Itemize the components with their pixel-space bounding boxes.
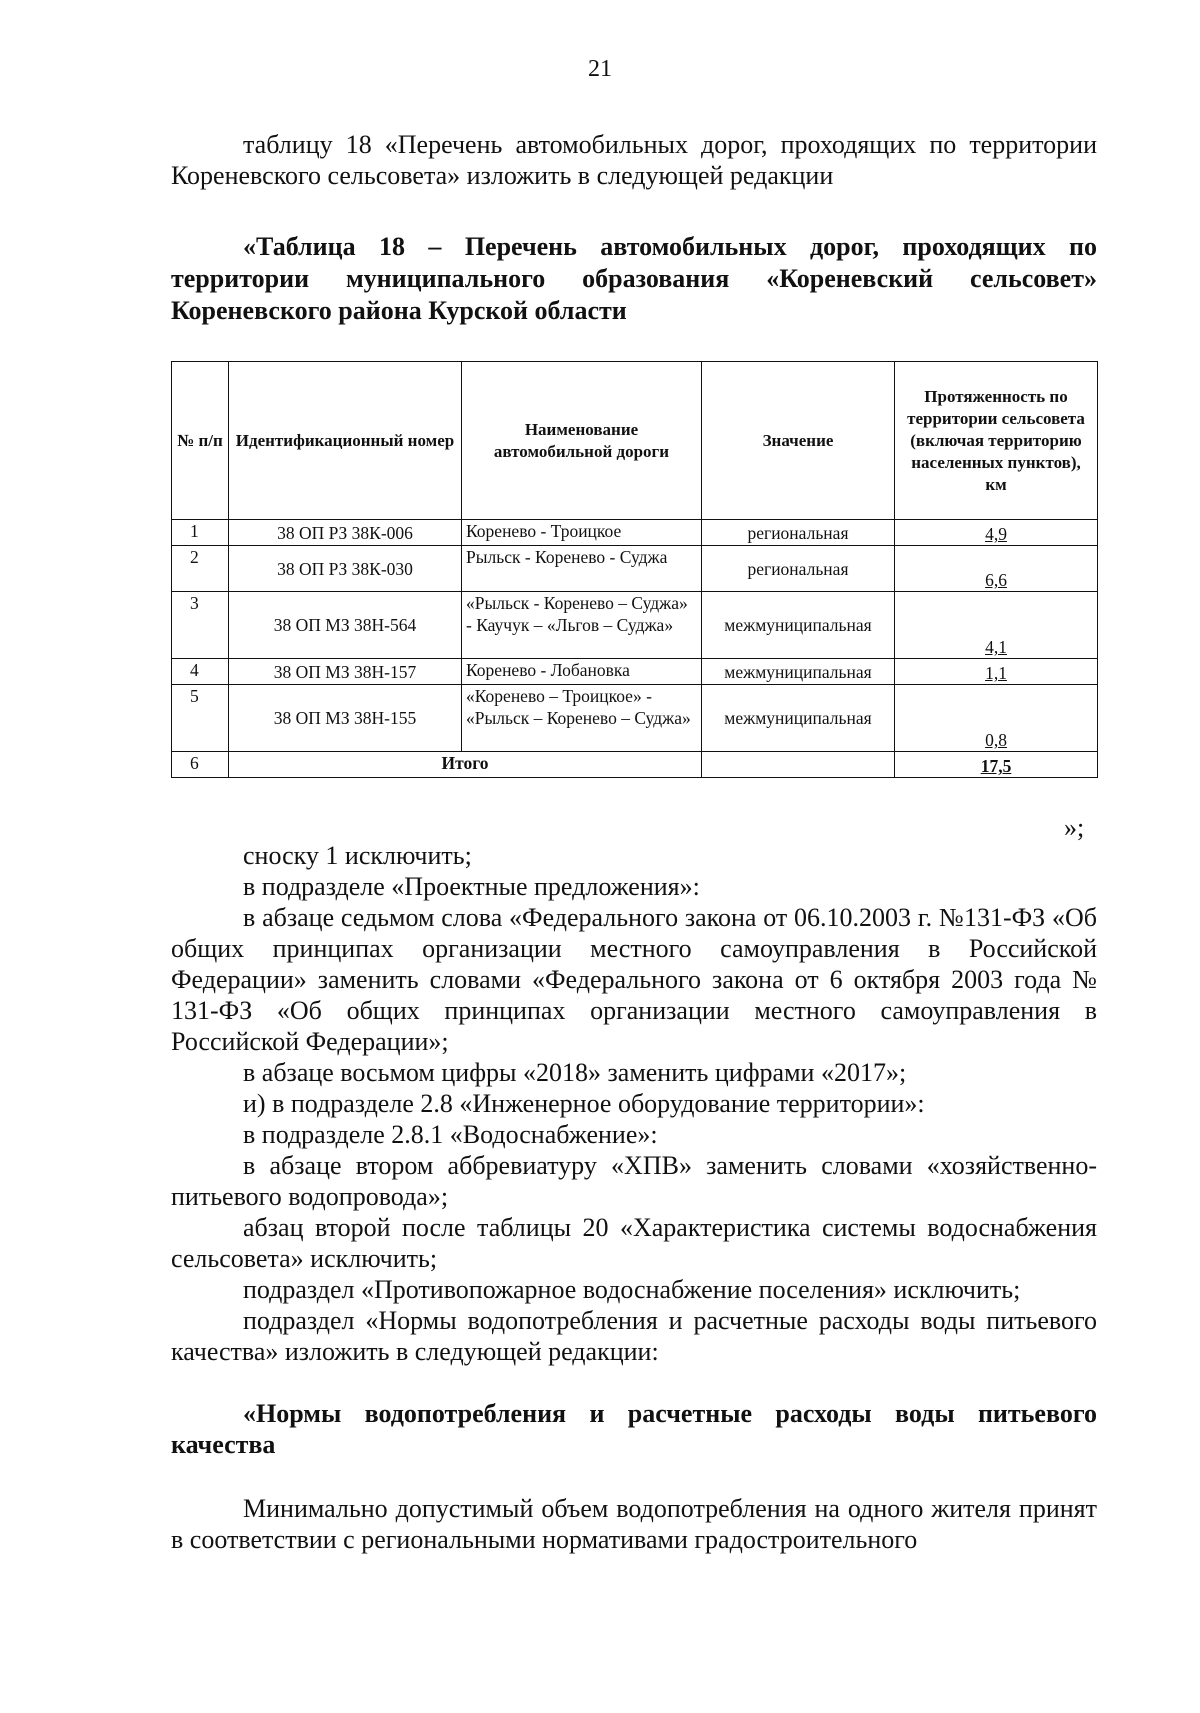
row-num: 4: [172, 659, 229, 685]
paragraph-eighth: в абзаце восьмом цифры «2018» заменить цифрами «2017»;: [243, 1058, 907, 1087]
total-type: [702, 752, 895, 778]
paragraph-engineering: и) в подразделе 2.8 «Инженерное оборудование территории»:: [243, 1089, 925, 1118]
paragraph-water-supply: в подразделе 2.8.1 «Водоснабжение»:: [243, 1120, 658, 1149]
row-name: Рыльск - Коренево - Суджа: [462, 546, 702, 592]
intro-paragraph: таблицу 18 «Перечень автомобильных дорог, проходящих по территории Кореневского сельсовета» изложить в следующей редакции: [171, 130, 1097, 190]
row-name: «Рыльск - Коренево – Суджа» - Каучук – «Льгов – Суджа»: [462, 592, 702, 659]
row-name: Коренево - Лобановка: [462, 659, 702, 685]
header-type: Значение: [702, 362, 895, 520]
row-type: межмуниципальная: [702, 685, 895, 752]
row-length: 4,9: [895, 520, 1098, 546]
row-length: 1,1: [895, 659, 1098, 685]
row-num: 5: [172, 685, 229, 752]
row-num: 3: [172, 592, 229, 659]
section-heading: «Нормы водопотребления и расчетные расходы воды питьевого качества: [171, 1399, 1097, 1459]
row-type: региональная: [702, 546, 895, 592]
row-id: 38 ОП МЗ 38Н-564: [229, 592, 462, 659]
row-name: «Коренево – Троицкое» - «Рыльск – Коренево – Суджа»: [462, 685, 702, 752]
row-type: межмуниципальная: [702, 659, 895, 685]
row-type: межмуниципальная: [702, 592, 895, 659]
header-id: Идентификационный номер: [229, 362, 462, 520]
table-row: [172, 659, 1098, 685]
paragraph-hpv: в абзаце втором аббревиатуру «ХПВ» заменить словами «хозяйственно-питьевого водопровода»;: [171, 1151, 1097, 1211]
total-label: Итого: [229, 752, 702, 778]
row-length: 4,1: [895, 592, 1098, 659]
row-id: 38 ОП МЗ 38Н-157: [229, 659, 462, 685]
paragraph-subsection: в подразделе «Проектные предложения»:: [243, 872, 700, 901]
paragraph-seventh: в абзаце седьмом слова «Федерального закона от 06.10.2003 г. №131-ФЗ «Об общих принципах организации местного самоуправления в Российской Федерации» заменить словами «Федерального закона от 6 октября 2003 года № 131-ФЗ «Об общих принципах организации местного самоуправления в Российской Федерации»;: [171, 903, 1097, 1056]
table-row: [172, 520, 1098, 546]
table-header-row: [172, 362, 1098, 520]
row-length: 6,6: [895, 546, 1098, 592]
header-name: Наименование автомобильной дороги: [462, 362, 702, 520]
header-length: Протяженность по территории сельсовета (включая территорию населенных пунктов), км: [895, 362, 1098, 520]
table-row: [172, 592, 1098, 659]
table-closing-mark: »;: [1064, 813, 1085, 842]
table-title: «Таблица 18 – Перечень автомобильных дорог, проходящих по территории муниципального образования «Кореневский сельсовет» Кореневского района Курской области: [171, 232, 1097, 325]
total-length: 17,5: [895, 752, 1098, 778]
row-id: 38 ОП МЗ 38Н-155: [229, 685, 462, 752]
row-id: 38 ОП РЗ 38К-030: [229, 546, 462, 592]
paragraph-table20: абзац второй после таблицы 20 «Характеристика системы водоснабжения сельсовета» исключить;: [171, 1213, 1097, 1273]
paragraph-fire-water: подраздел «Противопожарное водоснабжение поселения» исключить;: [243, 1275, 1021, 1304]
page-number: 21: [588, 56, 612, 82]
header-num: № п/п: [172, 362, 229, 520]
table-row: [172, 685, 1098, 752]
paragraph-footnote: сноску 1 исключить;: [243, 841, 472, 870]
row-length: 0,8: [895, 685, 1098, 752]
row-num: 1: [172, 520, 229, 546]
paragraph-norms: подраздел «Нормы водопотребления и расчетные расходы воды питьевого качества» изложить в следующей редакции:: [171, 1306, 1097, 1366]
table-total-row: [172, 752, 1098, 778]
roads-table: [171, 361, 1098, 778]
total-num: 6: [172, 752, 229, 778]
table-row: [172, 546, 1098, 592]
row-num: 2: [172, 546, 229, 592]
row-name: Коренево - Троицкое: [462, 520, 702, 546]
row-id: 38 ОП РЗ 38К-006: [229, 520, 462, 546]
row-type: региональная: [702, 520, 895, 546]
paragraph-minimum: Минимально допустимый объем водопотребления на одного жителя принят в соответствии с региональными нормативами градостроительного: [171, 1494, 1097, 1554]
